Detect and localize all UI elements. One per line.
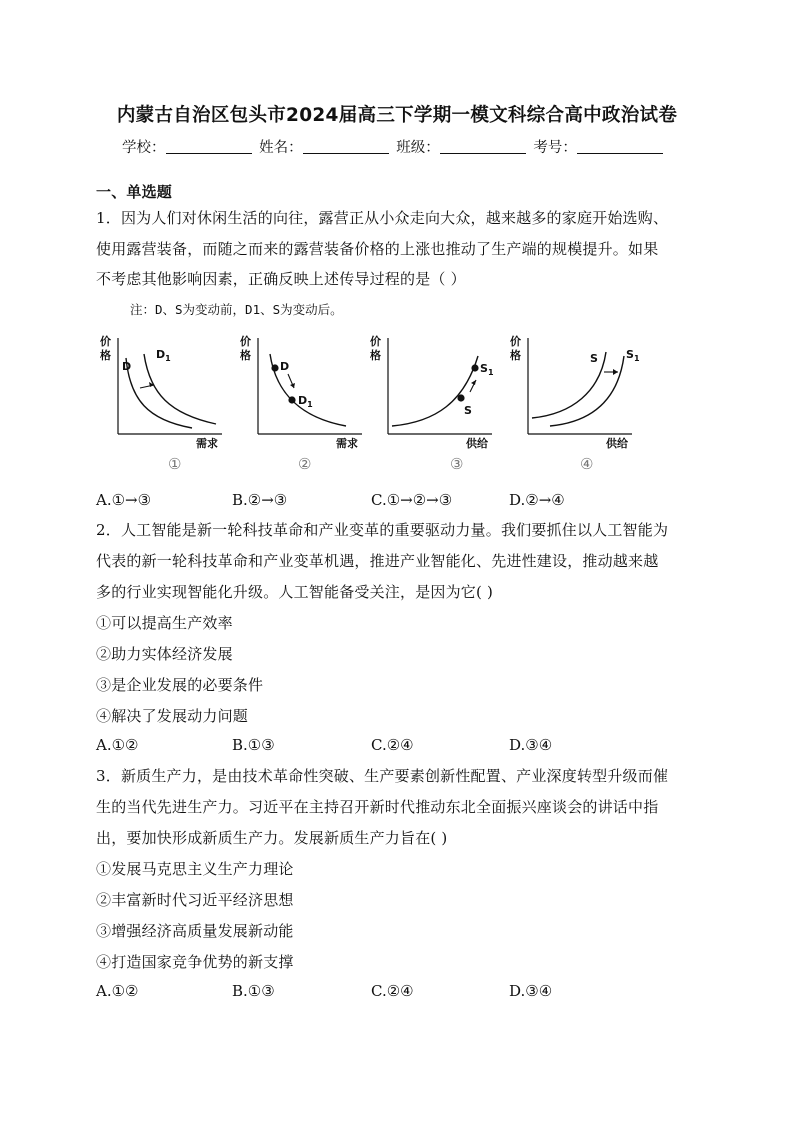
graph-1-y-label-2: 格 — [100, 349, 111, 362]
q1-graph-2 — [236, 330, 366, 454]
graph-1-y-label-1: 价 — [100, 335, 111, 348]
graph-4-y-label-1: 价 — [510, 335, 521, 348]
graph-2-y-label-1: 价 — [240, 335, 251, 348]
graph-3-y-label-2: 格 — [370, 349, 381, 362]
q3-stem-line: 生的当代先进生产力。习近平在主持召开新时代推动东北全面振兴座谈会的讲话中指 — [96, 798, 659, 816]
graph-3-x-label: 供给 — [466, 437, 488, 450]
section-heading: 一、单选题 — [96, 183, 173, 201]
graph-3-label-s: S — [464, 404, 472, 417]
q2-statement-2: ②助力实体经济发展 — [96, 645, 233, 663]
graph-1-label-d: D — [122, 360, 132, 373]
graph-2-label-d1: $D_1$ — [298, 394, 313, 409]
q1-stem-line: 不考虑其他影响因素，正确反映上述传导过程的是（ ） — [96, 270, 466, 288]
q1-graph-4 — [506, 330, 640, 454]
graph-3-point-s — [457, 394, 464, 401]
q1-graph-1 — [96, 330, 226, 454]
q2-statement-4: ④解决了发展动力问题 — [96, 707, 249, 725]
graph-3-y-label-1: 价 — [370, 335, 381, 348]
graph-2-point-d1 — [288, 396, 295, 403]
q2-stem-line: 代表的新一轮科技革命和产业变革机遇，推进产业智能化、先进性建设，推动越来越 — [96, 552, 659, 570]
q2-option-d[interactable]: D.③④ — [509, 736, 553, 754]
page-title: 内蒙古自治区包头市2024届高三下学期一模文科综合高中政治试卷 — [116, 105, 678, 126]
q2-option-b[interactable]: B.①③ — [232, 736, 275, 754]
graph-4-number: ④ — [580, 455, 594, 473]
graph-3-number: ③ — [450, 455, 464, 473]
q3-option-d[interactable]: D.③④ — [509, 982, 553, 1000]
graph-2-label-d: D — [280, 360, 290, 373]
name-label: 姓名： — [259, 140, 303, 156]
graph-4-label-s: S — [590, 352, 598, 365]
q3-stem-line: 出，要加快形成新质生产力。发展新质生产力旨在( ) — [96, 829, 448, 847]
exam-number-blank[interactable] — [577, 139, 663, 154]
graph-1-number: ① — [168, 455, 182, 473]
q3-option-c[interactable]: C.②④ — [371, 982, 414, 1000]
q2-stem-line: 2．人工智能是新一轮科技革命和产业变革的重要驱动力量。我们要抓住以人工智能为 — [96, 521, 669, 539]
graph-2-point-d — [271, 364, 278, 371]
q3-statement-3: ③增强经济高质量发展新动能 — [96, 922, 294, 940]
q3-option-a[interactable]: A.①② — [96, 982, 139, 1000]
graph-2-number: ② — [298, 455, 312, 473]
q2-option-c[interactable]: C.②④ — [371, 736, 414, 754]
exam-number-label: 考号： — [533, 140, 577, 156]
q1-option-d[interactable]: D.②→④ — [509, 491, 565, 509]
q3-option-b[interactable]: B.①③ — [232, 982, 275, 1000]
graph-1-curve-d1 — [144, 354, 216, 424]
school-label: 学校： — [122, 140, 166, 156]
graph-4-y-label-2: 格 — [510, 349, 521, 362]
school-blank[interactable] — [166, 139, 252, 154]
q1-option-b[interactable]: B.②→③ — [232, 491, 288, 509]
q1-option-a[interactable]: A.①→③ — [96, 491, 152, 509]
q2-stem-line: 多的行业实现智能化升级。人工智能备受关注，是因为它( ) — [96, 583, 494, 601]
q1-stem-line: 使用露营装备，而随之而来的露营装备价格的上涨也推动了生产端的规模提升。如果 — [96, 240, 659, 258]
q3-statement-4: ④打造国家竞争优势的新支撑 — [96, 953, 294, 971]
graph-3-label-s1: $S_1$ — [480, 362, 494, 377]
graph-4-label-s1: $S_1$ — [626, 348, 640, 363]
student-info-fields — [122, 136, 666, 157]
graph-2-x-label: 需求 — [336, 437, 358, 450]
q2-statement-1: ①可以提高生产效率 — [96, 614, 233, 632]
q3-stem-line: 3．新质生产力，是由技术革命性突破、生产要素创新性配置、产业深度转型升级而催 — [96, 767, 669, 785]
name-blank[interactable] — [303, 139, 389, 154]
q2-option-a[interactable]: A.①② — [96, 736, 139, 754]
graph-4-x-label: 供给 — [606, 437, 628, 450]
graph-1-x-label: 需求 — [196, 437, 218, 450]
graph-2-y-label-2: 格 — [240, 349, 251, 362]
q1-graph-3 — [366, 330, 496, 454]
q2-statement-3: ③是企业发展的必要条件 — [96, 676, 264, 694]
q1-option-c[interactable]: C.①→②→③ — [371, 491, 453, 509]
q3-statement-1: ①发展马克思主义生产力理论 — [96, 860, 294, 878]
q3-statement-2: ②丰富新时代习近平经济思想 — [96, 891, 294, 909]
q1-stem-line: 1．因为人们对休闲生活的向往，露营正从小众走向大众，越来越多的家庭开始选购、 — [96, 209, 669, 227]
class-label: 班级： — [396, 140, 440, 156]
class-blank[interactable] — [440, 139, 526, 154]
q1-note: 注：D、S为变动前，D1、S为变动后。 — [130, 302, 343, 317]
graph-4-curve-s1 — [550, 356, 624, 426]
graph-1-label-d1: $D_1$ — [156, 348, 171, 363]
graph-3-point-s1 — [471, 364, 478, 371]
